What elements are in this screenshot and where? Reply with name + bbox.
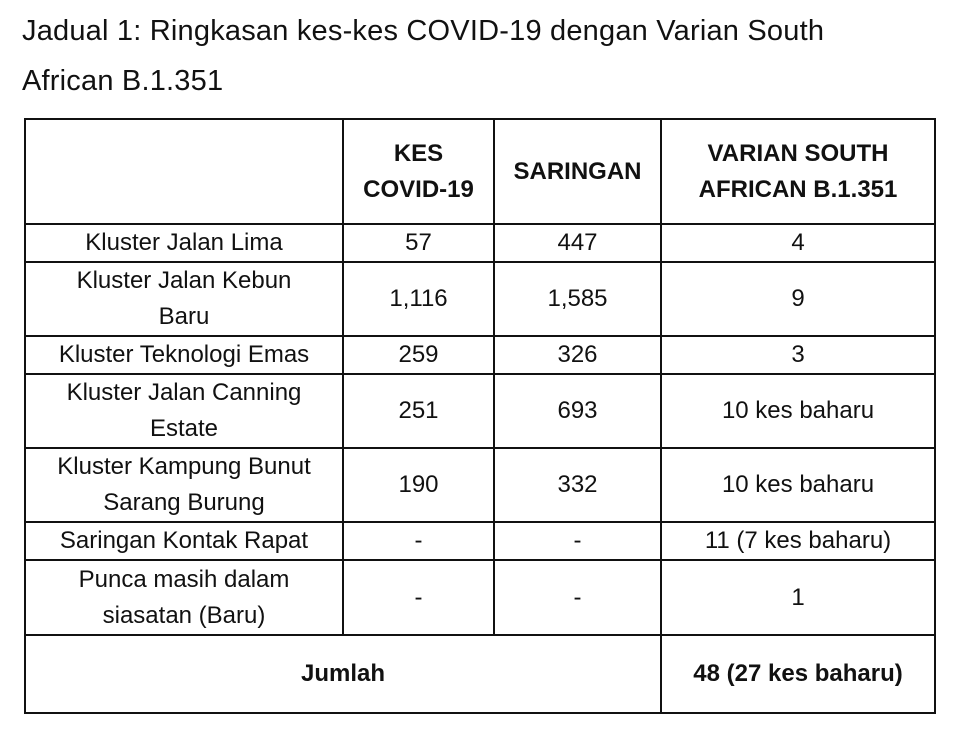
caption-line-2: African B.1.351	[22, 65, 224, 97]
kes-cell: -	[343, 522, 494, 560]
row-label: Saringan Kontak Rapat	[25, 522, 343, 560]
kes-cell: -	[343, 560, 494, 635]
varian-cell: 10 kes baharu	[661, 374, 935, 448]
row-label: Kluster Jalan Lima	[25, 224, 343, 262]
table-header-row	[25, 119, 935, 224]
table-row	[25, 224, 935, 262]
total-value: 48 (27 kes baharu)	[661, 635, 935, 713]
table-row	[25, 262, 935, 336]
header-blank-cell	[25, 119, 343, 224]
row-label: Punca masih dalam siasatan (Baru)	[25, 560, 343, 635]
header-kes-covid: KES COVID-19	[343, 119, 494, 224]
kes-cell: 57	[343, 224, 494, 262]
varian-cell: 3	[661, 336, 935, 374]
table-row	[25, 560, 935, 635]
saringan-cell: -	[494, 560, 661, 635]
table-row	[25, 448, 935, 522]
table-row	[25, 522, 935, 560]
row-label: Kluster Jalan Canning Estate	[25, 374, 343, 448]
saringan-cell: -	[494, 522, 661, 560]
caption-line-1: Jadual 1: Ringkasan kes-kes COVID-19 dengan Varian South	[22, 15, 825, 47]
varian-cell: 1	[661, 560, 935, 635]
varian-cell: 11 (7 kes baharu)	[661, 522, 935, 560]
saringan-cell: 332	[494, 448, 661, 522]
kes-cell: 259	[343, 336, 494, 374]
kes-cell: 190	[343, 448, 494, 522]
kes-cell: 251	[343, 374, 494, 448]
total-label: Jumlah	[25, 635, 661, 713]
saringan-cell: 693	[494, 374, 661, 448]
saringan-cell: 447	[494, 224, 661, 262]
table-row	[25, 374, 935, 448]
saringan-cell: 326	[494, 336, 661, 374]
header-saringan: SARINGAN	[494, 119, 661, 224]
saringan-cell: 1,585	[494, 262, 661, 336]
total-row	[25, 635, 935, 713]
table-caption	[22, 6, 932, 106]
row-label: Kluster Jalan Kebun Baru	[25, 262, 343, 336]
varian-cell: 9	[661, 262, 935, 336]
row-label: Kluster Teknologi Emas	[25, 336, 343, 374]
varian-cell: 4	[661, 224, 935, 262]
table-row	[25, 336, 935, 374]
varian-cell: 10 kes baharu	[661, 448, 935, 522]
kes-cell: 1,116	[343, 262, 494, 336]
row-label: Kluster Kampung Bunut Sarang Burung	[25, 448, 343, 522]
header-varian: VARIAN SOUTH AFRICAN B.1.351	[661, 119, 935, 224]
covid-summary-table	[24, 118, 936, 714]
